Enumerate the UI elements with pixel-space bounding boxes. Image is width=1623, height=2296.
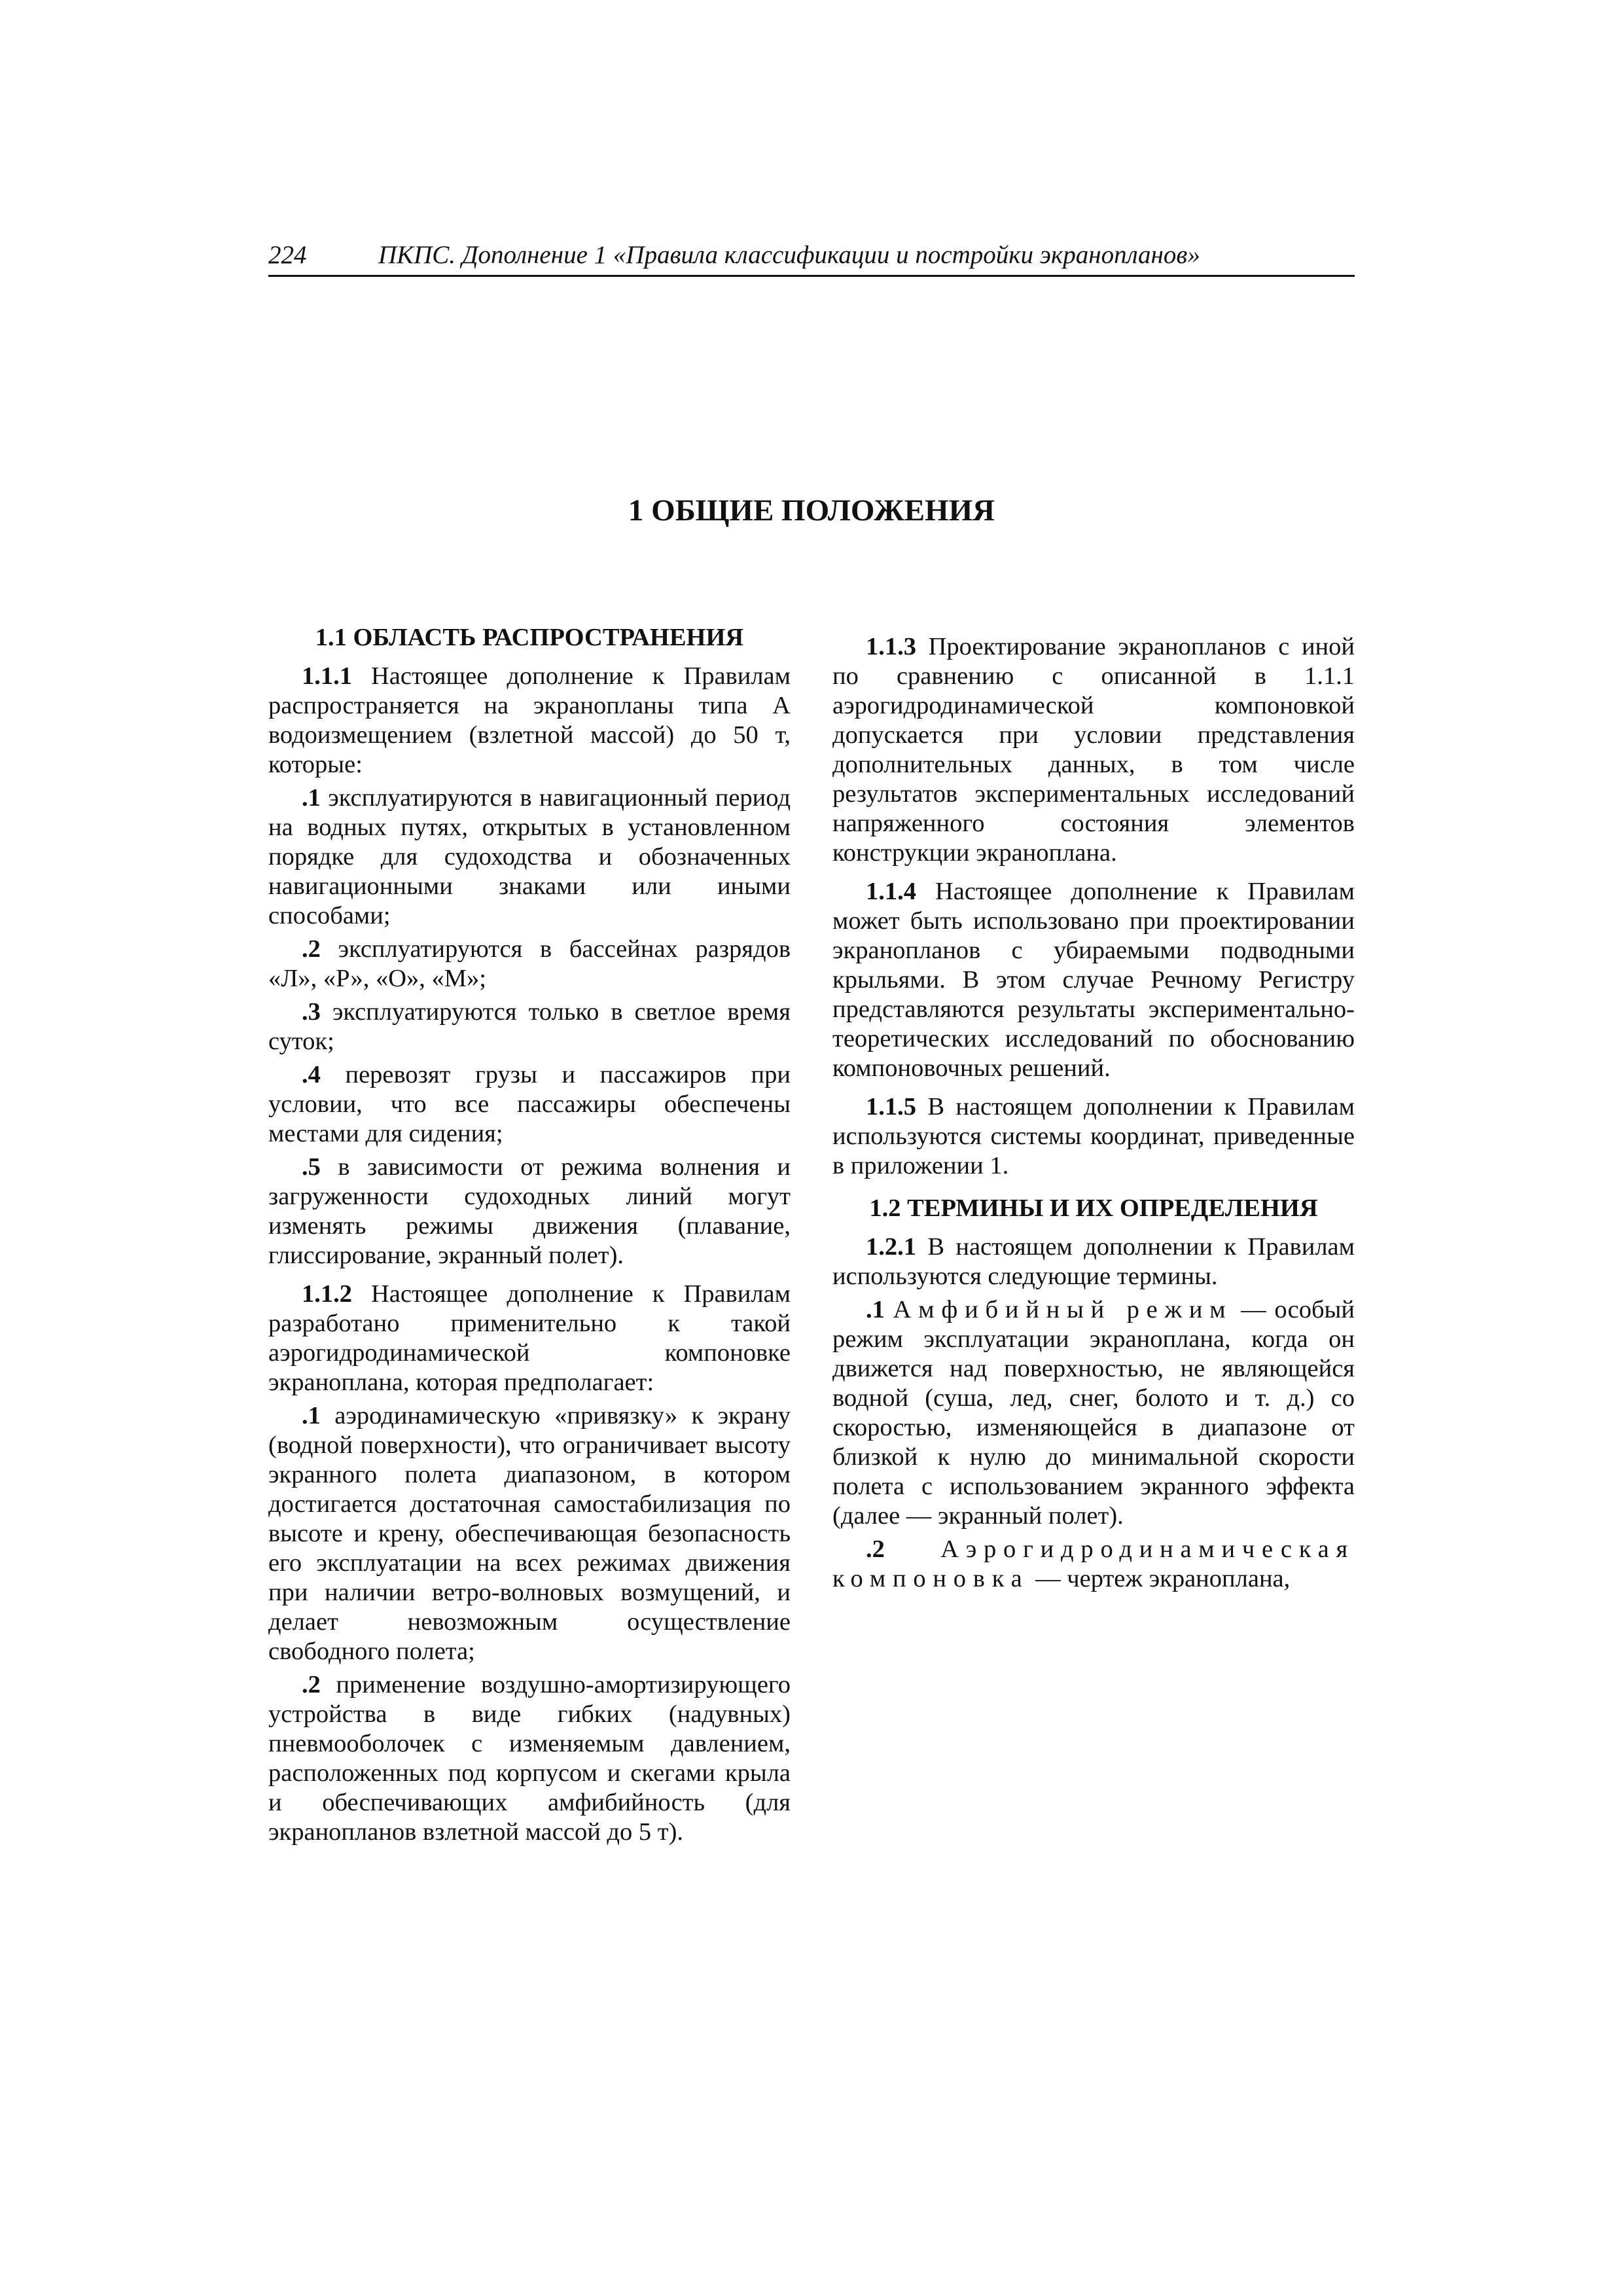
- paragraph-text: Настоящее дополнение к Правилам разработано применительно к такой аэрогидродинамической компоновке экраноплана, которая предполагает:: [268, 1280, 791, 1396]
- paragraph-number: 1.1.2: [302, 1280, 352, 1308]
- definition-text: — особый режим эксплуатации экраноплана, когда он движется над поверхностью, не являющейся водной (суша, лед, снег, болото и т. д.) со скоростью, изменяющейся в диапазоне от близкой к нулю до минимальной скорости полета с использованием экранного эффекта (далее — экранный полет).: [832, 1296, 1355, 1530]
- right-column: [832, 623, 1355, 1594]
- term: Аэрогидродинамическая компоновка: [832, 1535, 1355, 1592]
- running-header: [268, 240, 1355, 277]
- page-number: 224: [268, 241, 307, 269]
- paragraph-1-2-1: [832, 1232, 1355, 1291]
- chapter-title: 1 ОБЩИЕ ПОЛОЖЕНИЯ: [628, 493, 995, 528]
- item-text: эксплуатируются только в светлое время суток;: [268, 998, 791, 1055]
- term-definition: [832, 1535, 1355, 1594]
- item-text: аэродинамическую «привязку» к экрану (водной поверхности), что ограничивает высоту экранного полета диапазоном, в котором достигается достаточная самостабилизация по высоте и крену, обеспечивающая безопасность его эксплуатации на всех режимах движения при наличии ветро-волновых возмущений, и делает невозможным осуществление свободного полета;: [268, 1402, 791, 1665]
- list-item: [268, 783, 791, 931]
- item-text: перевозят грузы и пассажиров при условии, что все пассажиры обеспечены местами для сидения;: [268, 1061, 791, 1147]
- paragraph-text: Настоящее дополнение к Правилам может быть использовано при проектировании экранопланов с убираемыми подводными крыльями. В этом случае Речному Регистру представляются результаты экспериментально-теоретических исследований по обоснованию компоновочных решений.: [832, 878, 1355, 1082]
- list-item: [268, 1153, 791, 1270]
- term-definition: [832, 1295, 1355, 1531]
- list-item: [268, 1401, 791, 1666]
- paragraph-number: 1.1.3: [866, 633, 916, 660]
- running-title: ПКПС. Дополнение 1 «Правила классификации и постройки экранопланов»: [378, 241, 1200, 269]
- paragraph-1-1-4: [832, 877, 1355, 1083]
- item-number: .5: [302, 1153, 321, 1181]
- item-number: .2: [302, 1671, 321, 1698]
- paragraph-number: 1.1.1: [302, 662, 352, 690]
- section-heading-1-2: 1.2 ТЕРМИНЫ И ИХ ОПРЕДЕЛЕНИЯ: [869, 1194, 1318, 1222]
- paragraph-text: Проектирование экранопланов с иной по сравнению с описанной в 1.1.1 аэрогидродинамической компоновкой допускается при условии представления дополнительных данных, в том числе результатов экспериментальных исследований напряженного состояния элементов конструкции экраноплана.: [832, 633, 1355, 867]
- paragraph-number: 1.1.5: [866, 1093, 916, 1121]
- term: Амфибийный режим: [893, 1296, 1233, 1323]
- item-number: .3: [302, 998, 321, 1026]
- item-number: .2: [866, 1535, 885, 1563]
- left-column: [268, 623, 791, 1847]
- paragraph-text: В настоящем дополнении к Правилам используются следующие термины.: [832, 1233, 1355, 1290]
- paragraph-1-1-5: [832, 1092, 1355, 1181]
- paragraph-1-1-2: [268, 1280, 791, 1397]
- item-number: .4: [302, 1061, 321, 1088]
- item-number: .1: [866, 1296, 885, 1323]
- item-number: .1: [302, 1402, 321, 1429]
- list-item: [268, 935, 791, 994]
- item-text: в зависимости от режима волнения и загруженности судоходных линий могут изменять режимы движения (плавание, глиссирование, экранный полет).: [268, 1153, 791, 1269]
- paragraph-text: Настоящее дополнение к Правилам распространяется на экранопланы типа А водоизмещением (взлетной массой) до 50 т, которые:: [268, 662, 791, 778]
- item-text: эксплуатируются в навигационный период на водных путях, открытых в установленном порядке для судоходства и обозначенных навигационными знаками или иными способами;: [268, 784, 791, 929]
- paragraph-1-1-1: [268, 662, 791, 780]
- paragraph-text: В настоящем дополнении к Правилам используются системы координат, приведенные в приложении 1.: [832, 1093, 1355, 1179]
- item-number: .2: [302, 935, 321, 963]
- paragraph-number: 1.1.4: [866, 878, 916, 905]
- section-heading-1-1: 1.1 ОБЛАСТЬ РАСПРОСТРАНЕНИЯ: [315, 624, 744, 651]
- item-number: .1: [302, 784, 321, 812]
- paragraph-1-1-3: [832, 632, 1355, 868]
- paragraph-number: 1.2.1: [866, 1233, 916, 1261]
- definition-text: — чертеж экраноплана,: [1035, 1565, 1291, 1592]
- list-item: [268, 997, 791, 1056]
- list-item: [268, 1060, 791, 1149]
- list-item: [268, 1670, 791, 1847]
- item-text: эксплуатируются в бассейнах разрядов «Л», «Р», «О», «М»;: [268, 935, 791, 992]
- item-text: применение воздушно-амортизирующего устройства в виде гибких (надувных) пневмооболочек с изменяемым давлением, расположенных под корпусом и скегами крыла и обеспечивающих амфибийность (для экранопланов взлетной массой до 5 т).: [268, 1671, 791, 1846]
